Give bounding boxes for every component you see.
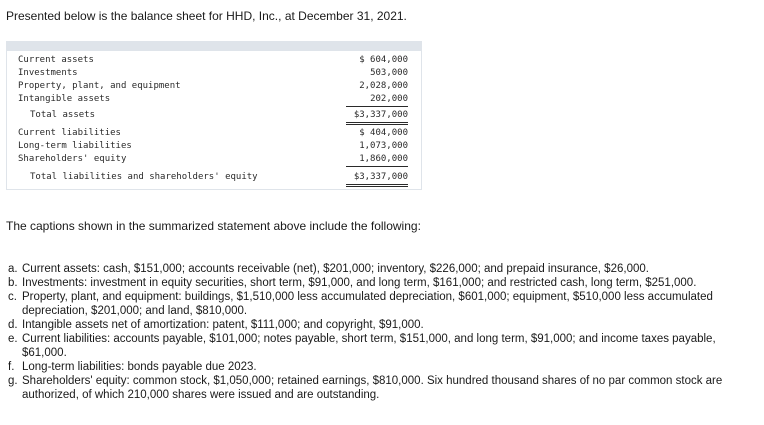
item-key: b. [8,277,18,289]
table-row [6,67,422,80]
table-row [6,80,422,93]
subtotal-underline [346,106,408,107]
table-row [6,54,422,67]
row-amount: 202,000 [370,94,408,104]
row-label: Intangible assets [18,94,111,104]
item-key: a. [8,263,18,275]
table-row-total [6,171,422,184]
row-amount: 2,028,000 [359,81,408,91]
row-amount: 1,860,000 [359,154,408,164]
item-key: d. [8,319,18,331]
total-double-underline [346,122,408,125]
subtotal-underline [346,166,408,167]
item-text: Long-term liabilities: bonds payable due 2023. [22,361,257,373]
intro-text: Presented below is the balance sheet for HHD, Inc., at December 31, 2021. [6,9,407,23]
list-item [8,276,758,290]
caption-items-list [8,262,758,402]
table-header-bar [6,41,422,51]
list-item [8,360,758,374]
row-label: Shareholders' equity [18,154,127,164]
list-item [8,332,758,360]
balance-sheet-table [6,41,422,189]
table-row [6,140,422,153]
row-label: Total liabilities and shareholders' equity [30,172,258,182]
row-label: Current liabilities [18,128,121,138]
item-text: Current assets: cash, $151,000; accounts receivable (net), $201,000; inventory, $226,000; and prepaid insurance, $26,000. [22,263,649,275]
item-text: Investments: investment in equity securities, short term, $91,000, and long term, $161,000; and restricted cash, long term, $251,000. [22,277,697,289]
row-label: Current assets [18,55,94,65]
item-text: Property, plant, and equipment: buildings, $1,510,000 less accumulated depreciation, $601,000; equipment, $510,000 less accumulated depreciation, $201,000; and land, $810,000. [22,291,713,317]
row-amount: $ 604,000 [359,55,408,65]
item-key: g. [8,375,18,387]
item-key: e. [8,333,18,345]
table-row [6,127,422,140]
row-amount: $ 404,000 [359,128,408,138]
row-amount: 503,000 [370,68,408,78]
row-label: Total assets [30,110,96,120]
row-label: Long-term liabilities [18,141,132,151]
item-key: f. [8,361,15,373]
list-item [8,262,758,276]
list-item [8,318,758,332]
captions-intro-text: The captions shown in the summarized statement above include the following: [6,219,421,233]
item-text: Current liabilities: accounts payable, $101,000; notes payable, short term, $151,000, and long term, $91,000; and income taxes payable, $61,000. [22,333,716,359]
row-label: Investments [18,68,78,78]
row-label: Property, plant, and equipment [18,81,181,91]
list-item [8,290,758,318]
total-double-underline [346,184,408,187]
row-amount: $3,337,000 [353,110,408,120]
table-row [6,153,422,166]
table-row-total [6,109,422,122]
item-key: c. [8,291,17,303]
list-item [8,374,758,402]
row-amount: 1,073,000 [359,141,408,151]
item-text: Intangible assets net of amortization: patent, $111,000; and copyright, $91,000. [22,319,424,331]
item-text: Shareholders' equity: common stock, $1,050,000; retained earnings, $810,000. Six hundred thousand shares of no par common stock are authorized, of which 210,000 shares were issued and are outstanding. [22,375,723,401]
table-row [6,93,422,106]
row-amount: $3,337,000 [353,172,408,182]
